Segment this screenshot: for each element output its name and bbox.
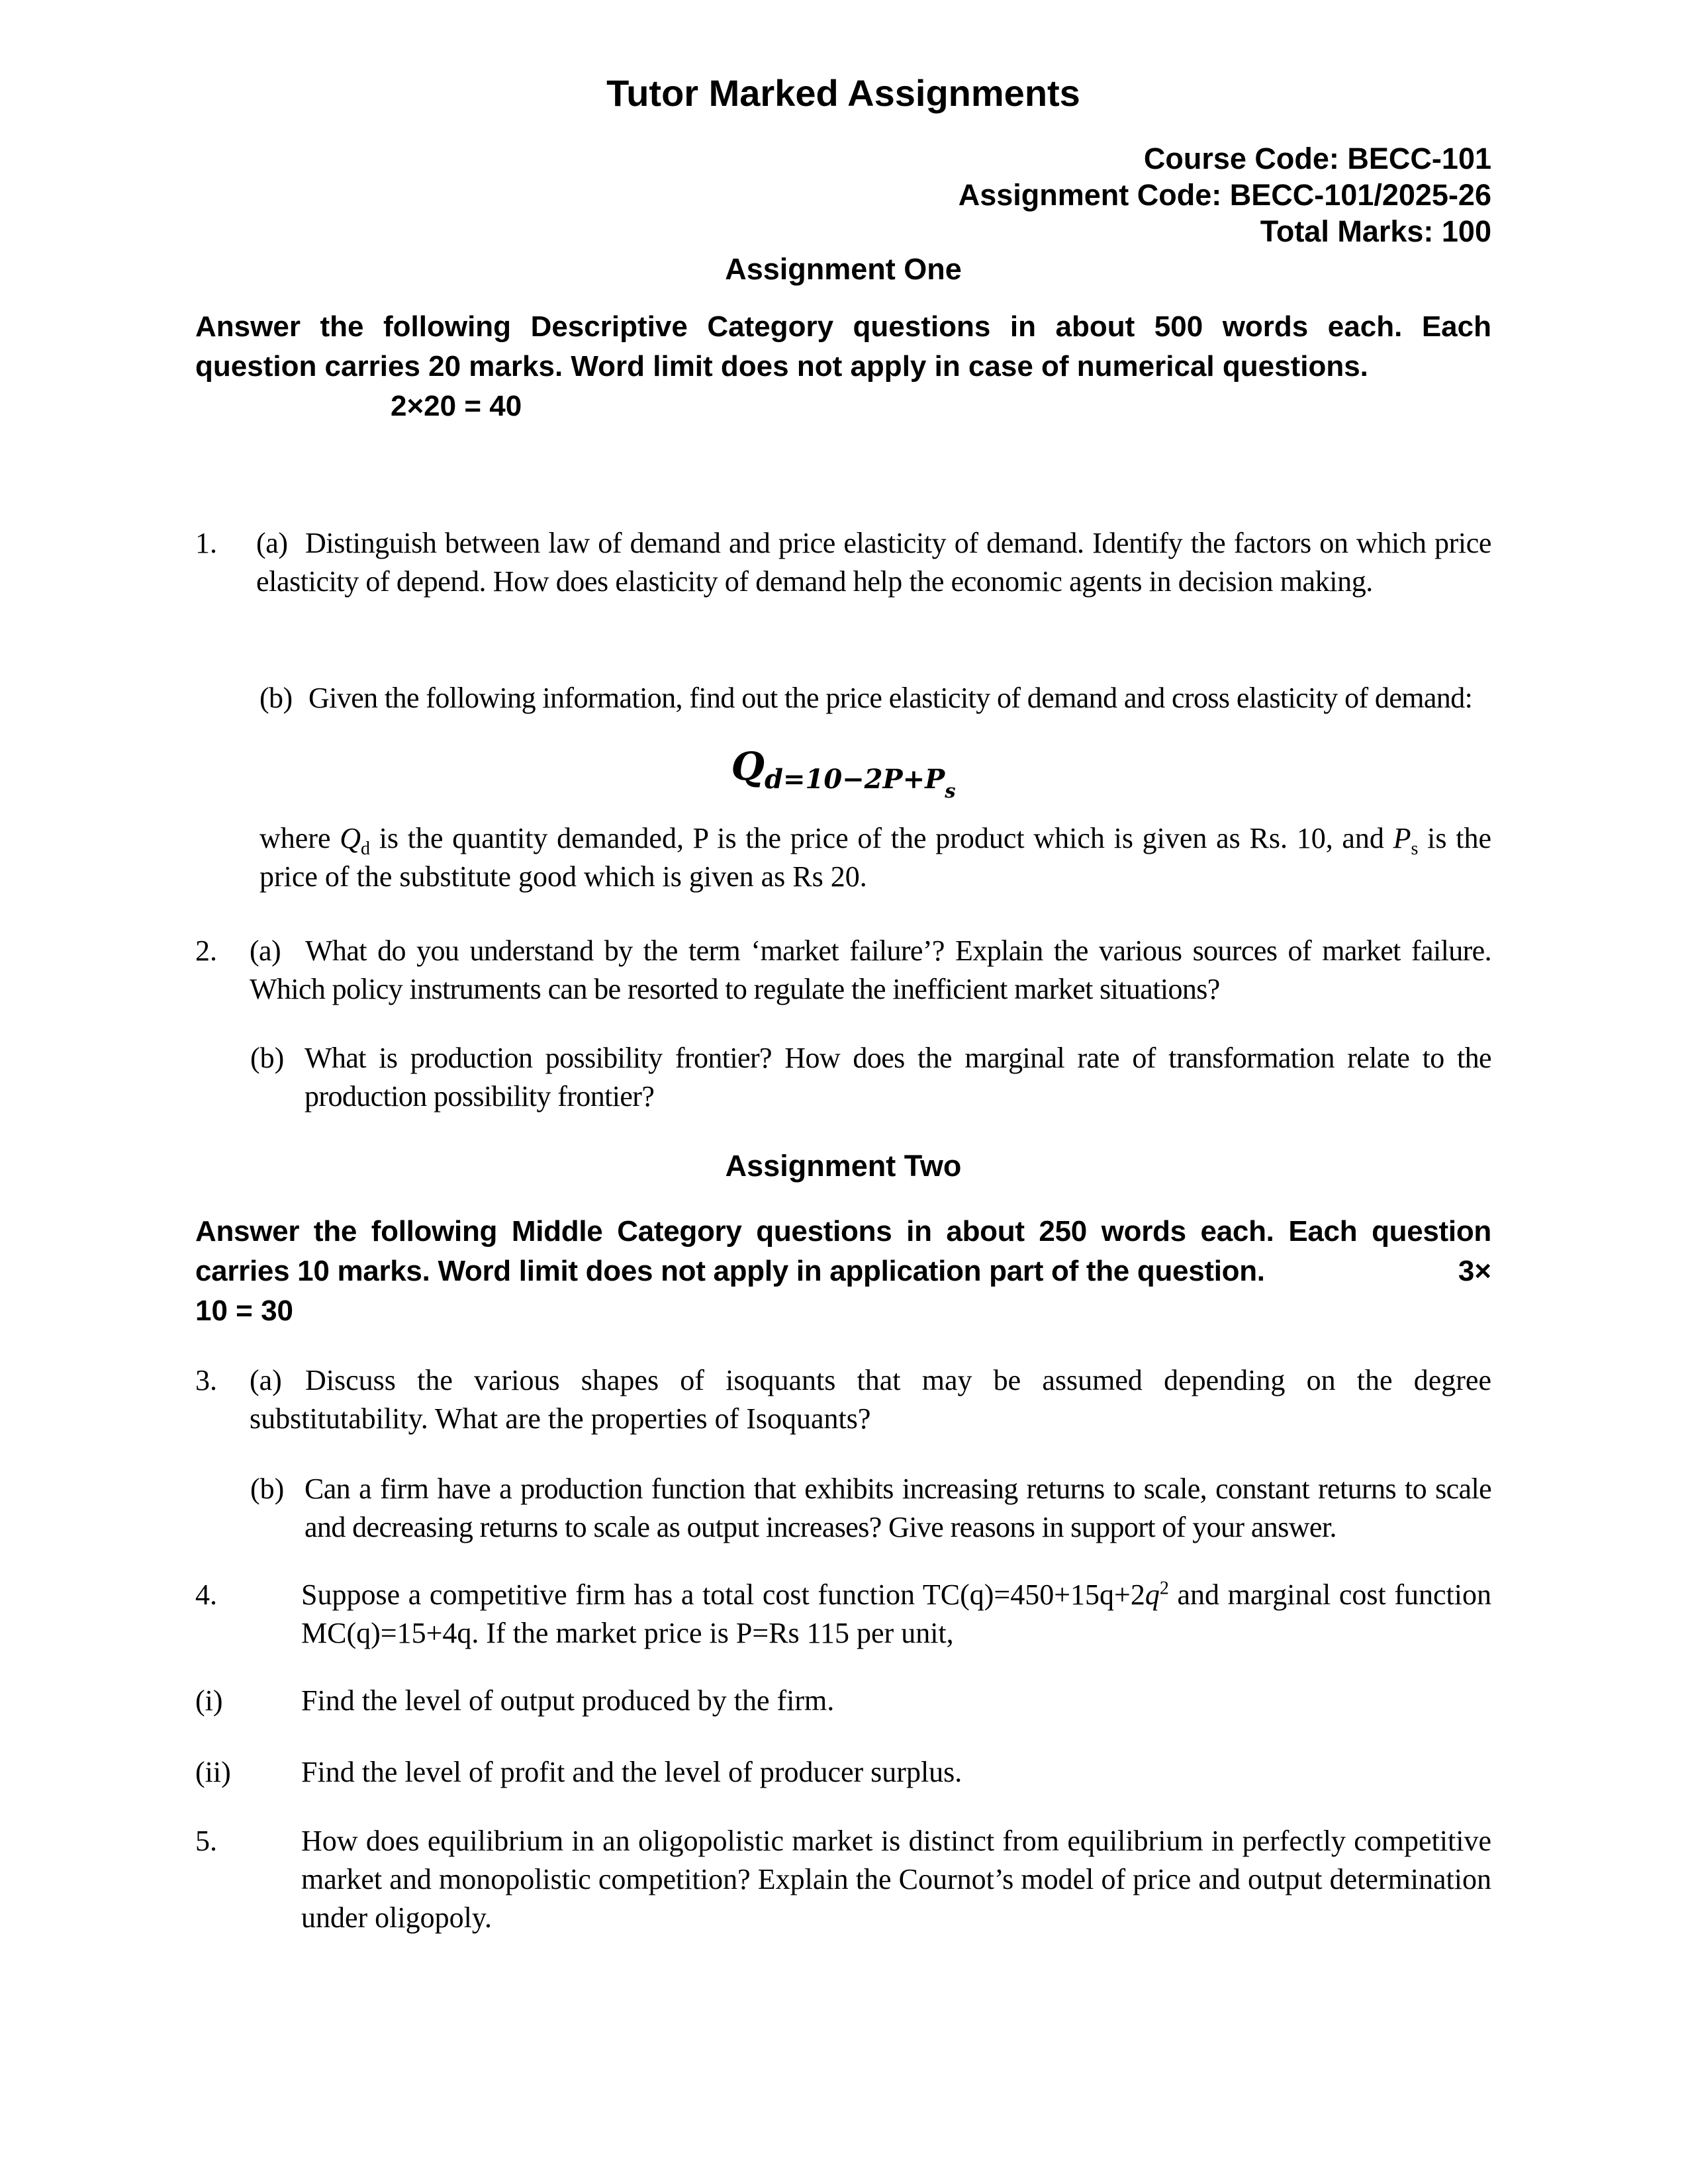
- variable-q: q: [1145, 1578, 1160, 1611]
- question-4ii-text: Find the level of profit and the level of producer surplus.: [301, 1756, 962, 1788]
- subquestion-a-marker: (a): [256, 527, 288, 559]
- question-1b-row: [259, 679, 1491, 717]
- question-5-number: 5.: [195, 1825, 217, 1857]
- question-3-number: 3.: [195, 1364, 217, 1396]
- question-3b-text: Can a firm have a production function that exhibits increasing returns to scale, constant returns to scale and decreasing returns to scale as output increases? Give reasons in support of your answer.: [305, 1473, 1491, 1543]
- equation-explanation: [259, 819, 1491, 896]
- question-2a-row: [195, 932, 1491, 1009]
- question-2-number: 2.: [195, 934, 217, 967]
- assignment-two-heading: Assignment Two: [725, 1149, 962, 1183]
- assignment-code-line: Assignment Code: BECC-101/2025-26: [958, 178, 1491, 212]
- equation-subsubscript: s: [945, 780, 956, 802]
- subquestion-ii-marker: (ii): [195, 1756, 231, 1788]
- question-4ii-row: [195, 1753, 1491, 1792]
- question-1a-body: [256, 524, 1491, 601]
- variable-P-subscript: s: [1411, 838, 1419, 859]
- question-1a-row: [195, 524, 1491, 601]
- assignment-two-instructions-text: Answer the following Middle Category questions in about 250 words each. Each question carries 10 marks. Word limit does not apply in application part of the question.: [195, 1215, 1491, 1287]
- question-2b-row: [250, 1039, 1491, 1116]
- subquestion-b-marker: (b): [259, 682, 293, 714]
- question-2b-text: What is production possibility frontier? How does the marginal rate of transformation relate to the production possibility frontier?: [305, 1042, 1491, 1113]
- question-1-number: 1.: [195, 527, 217, 559]
- assignment-one-heading: Assignment One: [725, 252, 962, 286]
- question-5-row: [195, 1822, 1491, 1937]
- subquestion-a-marker: (a): [250, 1364, 282, 1396]
- question-4-text-1: Suppose a competitive firm has a total cost function TC(q)=450+15q+2: [301, 1578, 1145, 1611]
- question-4-row: [195, 1576, 1491, 1653]
- where-text-2: is the quantity demanded, P is the price of the product which is given as Rs. 10, and: [369, 822, 1393, 854]
- equation-subscript: d=10−2P+P: [765, 764, 945, 795]
- page-title: Tutor Marked Assignments: [606, 72, 1080, 114]
- course-code-line: Course Code: BECC-101: [1143, 142, 1491, 175]
- subquestion-i-marker: (i): [195, 1684, 223, 1717]
- question-1b-text: Given the following information, find out the price elasticity of demand and cross elasticity of demand:: [308, 682, 1473, 714]
- course-info-block: [195, 140, 1491, 250]
- question-1b-body: [259, 679, 1491, 717]
- question-4-number: 4.: [195, 1578, 217, 1611]
- question-3b-row: [250, 1470, 1491, 1547]
- variable-Q: Q: [340, 822, 361, 854]
- assignment-one-marks-note: 2×20 = 40: [391, 390, 522, 422]
- question-2a-body: [250, 932, 1491, 1009]
- subquestion-b-marker: (b): [250, 1042, 285, 1074]
- question-1a-text: Distinguish between law of demand and price elasticity of demand. Identify the factors on which price elasticity of depend. How does elasticity of demand help the economic agents in decision making.: [256, 527, 1491, 598]
- variable-Q-subscript: d: [360, 838, 370, 859]
- question-4-text-2: and marginal cost function MC(q)=15+4q. If the market price is P=Rs 115 per unit,: [301, 1578, 1492, 1649]
- question-4-body: [301, 1576, 1491, 1653]
- assignment-two-marks-suffix: 10 = 30: [195, 1295, 294, 1327]
- assignment-two-instructions: [195, 1212, 1491, 1291]
- subquestion-b-marker: (b): [250, 1473, 285, 1505]
- question-5-text: How does equilibrium in an oligopolistic market is distinct from equilibrium in perfectly competitive market and monopolistic competition? Explain the Cournot’s model of price and output determination under oligopoly.: [301, 1825, 1491, 1934]
- question-3a-text: Discuss the various shapes of isoquants that may be assumed depending on the degree substitutability. What are the properties of Isoquants?: [250, 1364, 1491, 1435]
- question-3a-body: [250, 1361, 1491, 1438]
- variable-P: P: [1393, 822, 1411, 854]
- question-3a-row: [195, 1361, 1491, 1438]
- total-marks-line: Total Marks: 100: [1260, 214, 1491, 248]
- variable-q-superscript: 2: [1159, 1578, 1169, 1599]
- demand-equation: [195, 740, 1491, 802]
- where-text-3: is the price of the substitute good which is given as Rs 20.: [259, 822, 1491, 893]
- subquestion-a-marker: (a): [250, 934, 281, 967]
- assignment-two-marks-prefix: 3×: [1458, 1255, 1491, 1287]
- where-text-1: where: [259, 822, 340, 854]
- question-4i-text: Find the level of output produced by the firm.: [301, 1684, 835, 1717]
- assignment-one-instructions: Answer the following Descriptive Category questions in about 500 words each. Each question carries 20 marks. Word limit does not apply in case of numerical questions.: [195, 310, 1491, 383]
- equation-variable-q: Q: [731, 744, 765, 789]
- question-2a-text: What do you understand by the term ‘market failure’? Explain the various sources of market failure. Which policy instruments can be resorted to regulate the inefficient market situations?: [250, 934, 1491, 1005]
- question-4i-row: [195, 1682, 1491, 1720]
